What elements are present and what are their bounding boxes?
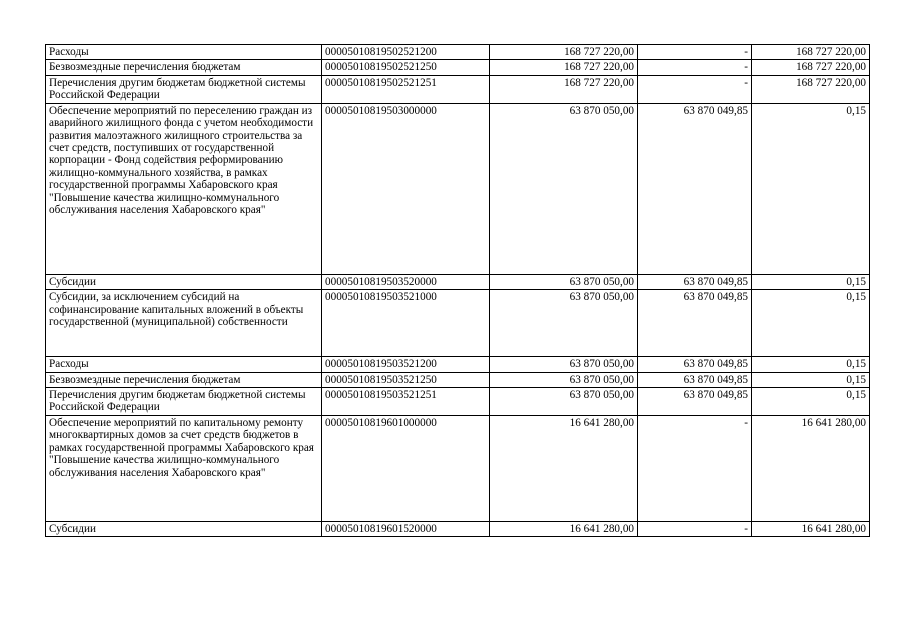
row-code-cell: 00005010819503000000 (322, 103, 490, 274)
row-code-cell: 00005010819503520000 (322, 274, 490, 289)
row-plan-cell: 63 870 050,00 (490, 274, 638, 289)
row-plan-cell: 63 870 050,00 (490, 290, 638, 357)
row-name-cell: Обеспечение мероприятий по капитальному ремонту многоквартирных домов за счет средств бюджетов в рамках государственной программы Хабаровского края "Повышение качества жилищно-коммунального обслуживания населения Хабаровского края" (46, 416, 322, 522)
row-code-cell: 00005010819601000000 (322, 416, 490, 522)
row-executed-cell: 63 870 049,85 (638, 372, 752, 387)
table-row (46, 372, 870, 387)
row-remainder-cell: 16 641 280,00 (752, 416, 870, 522)
row-remainder-cell: 0,15 (752, 372, 870, 387)
row-plan-cell: 16 641 280,00 (490, 416, 638, 522)
table-row (46, 45, 870, 60)
row-executed-cell: 63 870 049,85 (638, 274, 752, 289)
row-executed-cell: - (638, 60, 752, 75)
row-name-cell: Субсидии, за исключением субсидий на софинансирование капитальных вложений в объекты государственной (муниципальной) собственности (46, 290, 322, 357)
row-remainder-cell: 168 727 220,00 (752, 45, 870, 60)
row-executed-cell: - (638, 522, 752, 537)
row-code-cell: 00005010819503521250 (322, 372, 490, 387)
row-executed-cell: 63 870 049,85 (638, 103, 752, 274)
row-executed-cell: 63 870 049,85 (638, 290, 752, 357)
row-name-cell: Перечисления другим бюджетам бюджетной системы Российской Федерации (46, 388, 322, 416)
row-code-cell: 00005010819502521251 (322, 75, 490, 103)
row-plan-cell: 63 870 050,00 (490, 388, 638, 416)
row-executed-cell: - (638, 45, 752, 60)
row-code-cell: 00005010819503521251 (322, 388, 490, 416)
row-executed-cell: 63 870 049,85 (638, 357, 752, 372)
row-plan-cell: 63 870 050,00 (490, 357, 638, 372)
table-row (46, 274, 870, 289)
row-code-cell: 00005010819502521200 (322, 45, 490, 60)
row-executed-cell: - (638, 416, 752, 522)
row-code-cell: 00005010819503521000 (322, 290, 490, 357)
row-name-cell: Расходы (46, 357, 322, 372)
row-plan-cell: 63 870 050,00 (490, 372, 638, 387)
row-code-cell: 00005010819503521200 (322, 357, 490, 372)
row-remainder-cell: 16 641 280,00 (752, 522, 870, 537)
row-remainder-cell: 168 727 220,00 (752, 60, 870, 75)
table-row (46, 388, 870, 416)
row-code-cell: 00005010819601520000 (322, 522, 490, 537)
table-row (46, 416, 870, 522)
row-plan-cell: 63 870 050,00 (490, 103, 638, 274)
row-remainder-cell: 0,15 (752, 388, 870, 416)
row-name-cell: Расходы (46, 45, 322, 60)
row-remainder-cell: 0,15 (752, 290, 870, 357)
row-remainder-cell: 0,15 (752, 357, 870, 372)
row-plan-cell: 168 727 220,00 (490, 45, 638, 60)
budget-table (45, 44, 870, 537)
table-row (46, 290, 870, 357)
row-executed-cell: 63 870 049,85 (638, 388, 752, 416)
row-code-cell: 00005010819502521250 (322, 60, 490, 75)
row-plan-cell: 16 641 280,00 (490, 522, 638, 537)
table-row (46, 103, 870, 274)
row-name-cell: Субсидии (46, 522, 322, 537)
row-name-cell: Перечисления другим бюджетам бюджетной системы Российской Федерации (46, 75, 322, 103)
row-plan-cell: 168 727 220,00 (490, 60, 638, 75)
row-name-cell: Обеспечение мероприятий по переселению граждан из аварийного жилищного фонда с учетом необходимости развития малоэтажного жилищного строительства за счет средств, поступивших от государственной корпорации - Фонд содействия реформированию жилищно-коммунального хозяйства, в рамках государственной программы Хабаровского края "Повышение качества жилищно-коммунального обслуживания населения Хабаровского края" (46, 103, 322, 274)
row-remainder-cell: 168 727 220,00 (752, 75, 870, 103)
row-name-cell: Безвозмездные перечисления бюджетам (46, 372, 322, 387)
table-row (46, 357, 870, 372)
row-executed-cell: - (638, 75, 752, 103)
table-row (46, 75, 870, 103)
table-row (46, 522, 870, 537)
row-name-cell: Безвозмездные перечисления бюджетам (46, 60, 322, 75)
row-remainder-cell: 0,15 (752, 274, 870, 289)
row-plan-cell: 168 727 220,00 (490, 75, 638, 103)
row-remainder-cell: 0,15 (752, 103, 870, 274)
table-row (46, 60, 870, 75)
row-name-cell: Субсидии (46, 274, 322, 289)
budget-table-body (46, 45, 870, 537)
